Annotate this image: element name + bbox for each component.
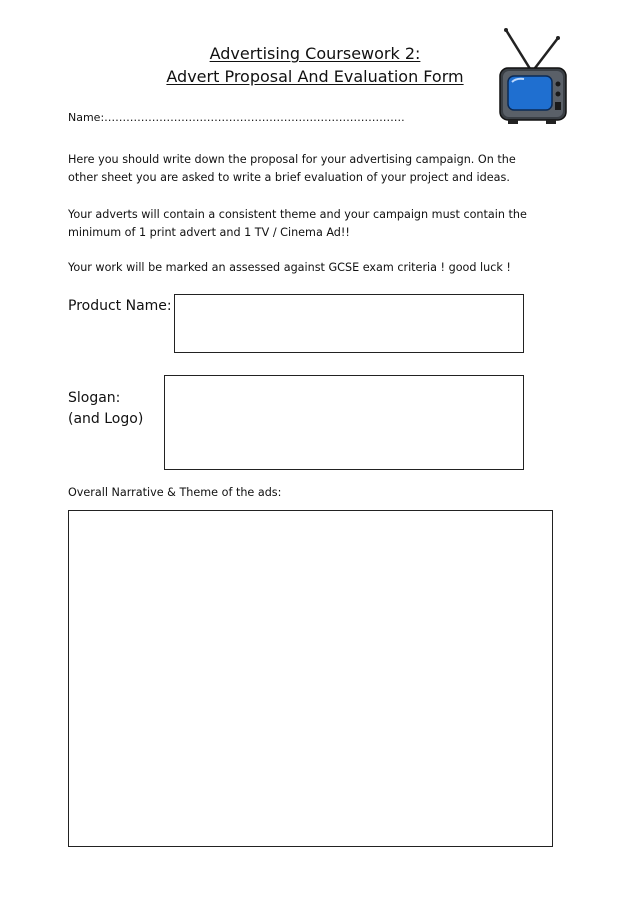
instruction-line: Here you should write down the proposal for your advertising campaign. On the: [68, 153, 516, 166]
instruction-paragraph-3: [68, 259, 568, 277]
name-dotted-line: ……………………………………………………………………….: [104, 111, 405, 124]
name-field[interactable]: [68, 111, 405, 125]
instruction-line: Your work will be marked an assessed against GCSE exam criteria ! good luck !: [68, 261, 511, 274]
slogan-label-line: Slogan:: [68, 390, 121, 406]
name-label: Name:: [68, 111, 105, 124]
product-name-label: Product Name:: [68, 298, 172, 314]
slogan-label: [68, 388, 143, 430]
instruction-line: Your adverts will contain a consistent theme and your campaign must contain the: [68, 208, 527, 221]
narrative-box[interactable]: [68, 510, 553, 847]
instruction-paragraph-2: [68, 206, 568, 242]
instruction-paragraph-1: [68, 151, 568, 187]
logo-label-line: (and Logo): [68, 411, 144, 427]
narrative-label: Overall Narrative & Theme of the ads:: [68, 486, 282, 499]
product-name-box[interactable]: [174, 294, 524, 353]
title-line-1: Advertising Coursework 2:: [209, 44, 421, 63]
slogan-box[interactable]: [164, 375, 524, 470]
title-line-2: Advert Proposal And Evaluation Form: [166, 67, 464, 86]
instruction-line: minimum of 1 print advert and 1 TV / Cinema Ad!!: [68, 226, 350, 239]
instruction-line: other sheet you are asked to write a brief evaluation of your project and ideas.: [68, 171, 510, 184]
television-icon: [494, 28, 570, 126]
